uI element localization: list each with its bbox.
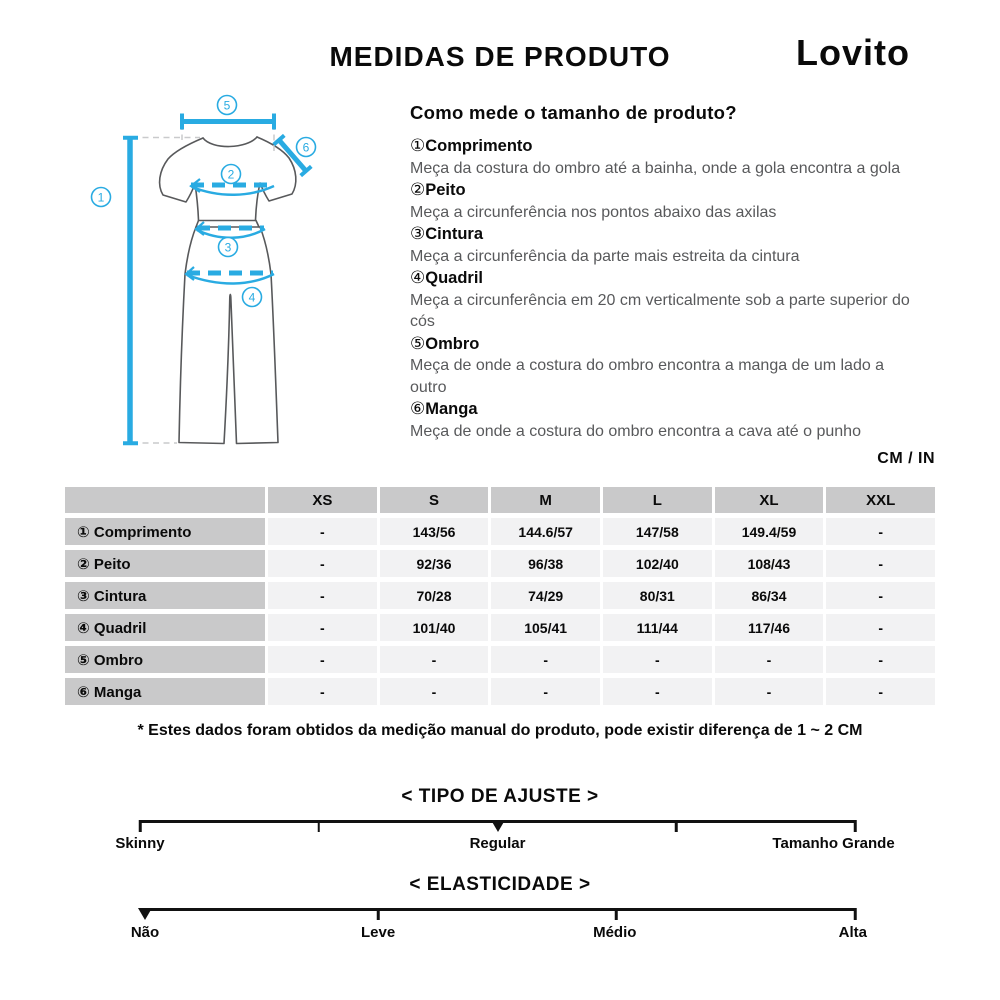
measure-guide xyxy=(410,102,970,442)
table-cell: 70/28 xyxy=(380,582,489,609)
elasticity-heading: < ELASTICIDADE > xyxy=(409,874,591,895)
fit-marker-icon xyxy=(491,820,505,832)
row-label: ⑤ Ombro xyxy=(65,646,265,673)
fit-label-regular: Regular xyxy=(469,835,526,852)
elasticity-label-alta: Alta xyxy=(838,924,868,941)
measure-term: Ombro xyxy=(425,334,480,353)
table-cell: - xyxy=(826,550,935,577)
guide-item-quadril xyxy=(410,267,970,333)
guide-dash-lines xyxy=(132,124,274,443)
column-header-xl: XL xyxy=(715,487,824,513)
table-cell: 149.4/59 xyxy=(715,518,824,545)
badge-5 xyxy=(218,96,237,115)
guide-item-ombro xyxy=(410,333,970,399)
table-cell: - xyxy=(826,518,935,545)
measure-description: Meça da costura do ombro até a bainha, onde a gola encontra a gola xyxy=(410,159,901,177)
measure-badges xyxy=(92,96,316,307)
measure-lines xyxy=(123,114,311,444)
circled-number: ⑥ xyxy=(410,399,426,418)
table-cell: - xyxy=(268,582,377,609)
fit-type-labels xyxy=(115,835,895,855)
row-label: ⑥ Manga xyxy=(65,678,265,705)
column-header-blank xyxy=(65,487,265,513)
table-cell: 102/40 xyxy=(603,550,712,577)
badge-6 xyxy=(297,138,316,157)
table-cell: - xyxy=(268,614,377,641)
table-cell: 147/58 xyxy=(603,518,712,545)
circled-number: ③ xyxy=(410,224,426,243)
table-cell: - xyxy=(380,646,489,673)
scale-tick xyxy=(615,908,618,920)
svg-text:2: 2 xyxy=(227,167,235,182)
row-label: ② Peito xyxy=(65,550,265,577)
table-cell: 92/36 xyxy=(380,550,489,577)
table-cell: 143/56 xyxy=(380,518,489,545)
column-header-xs: XS xyxy=(268,487,377,513)
guide-item-comprimento xyxy=(410,135,970,179)
table-cell: 86/34 xyxy=(715,582,824,609)
table-cell: - xyxy=(715,646,824,673)
measure-term: Comprimento xyxy=(425,137,533,155)
table-cell: - xyxy=(603,646,712,673)
circled-number: ④ xyxy=(410,268,426,287)
scale-tick xyxy=(377,908,380,920)
page-title: MEDIDAS DE PRODUTO xyxy=(329,41,671,72)
table-cell: 117/46 xyxy=(715,614,824,641)
measure-term: Quadril xyxy=(425,269,484,287)
units-label: CM / IN xyxy=(877,450,935,467)
svg-text:6: 6 xyxy=(302,140,310,155)
scale-tick xyxy=(139,820,142,832)
row-label: ① Comprimento xyxy=(65,518,265,545)
column-header-s: S xyxy=(380,487,489,513)
measure-term: Cintura xyxy=(425,225,483,243)
badge-2 xyxy=(222,165,241,184)
guide-heading: Como mede o tamanho de produto? xyxy=(410,102,737,123)
column-header-xxl: XXL xyxy=(826,487,935,513)
table-cell: 96/38 xyxy=(491,550,600,577)
circled-number: ⑤ xyxy=(410,333,426,353)
table-cell: - xyxy=(826,646,935,673)
elasticity-label-nao: Não xyxy=(130,924,160,941)
table-cell: - xyxy=(268,550,377,577)
badge-4 xyxy=(243,288,262,307)
measure-term: Peito xyxy=(425,181,466,199)
row-label: ③ Cintura xyxy=(65,582,265,609)
measure-description: Meça de onde a costura do ombro encontra a cava até o punho xyxy=(410,422,861,440)
table-cell: - xyxy=(491,646,600,673)
measure-description: Meça a circunferência em 20 cm verticalmente sob a parte superior do cós xyxy=(410,291,910,330)
guide-item-peito xyxy=(410,179,970,223)
elasticity-scale xyxy=(140,908,855,911)
svg-text:1: 1 xyxy=(97,190,105,205)
table-cell: - xyxy=(268,646,377,673)
svg-text:5: 5 xyxy=(223,98,231,113)
table-cell: - xyxy=(715,678,824,705)
elasticity-marker-icon xyxy=(138,908,152,920)
lovito-logo: Lovito xyxy=(796,32,910,73)
table-cell: 108/43 xyxy=(715,550,824,577)
table-cell: 80/31 xyxy=(603,582,712,609)
table-cell: - xyxy=(603,678,712,705)
circled-number: ① xyxy=(410,136,426,155)
garment-measurement-diagram xyxy=(60,90,400,470)
measure-description: Meça a circunferência da parte mais estreita da cintura xyxy=(410,247,800,265)
table-cell: - xyxy=(826,614,935,641)
fit-label-tamanho-grande: Tamanho Grande xyxy=(772,835,895,852)
table-cell: - xyxy=(380,678,489,705)
table-cell: - xyxy=(826,582,935,609)
measure-description: Meça a circunferência nos pontos abaixo das axilas xyxy=(410,203,777,221)
scale-tick xyxy=(854,820,857,832)
svg-text:4: 4 xyxy=(248,290,256,305)
elasticity-label-medio: Médio xyxy=(593,924,637,941)
badge-1 xyxy=(92,188,111,207)
fit-type-scale xyxy=(140,820,855,823)
badge-3 xyxy=(219,238,238,257)
circled-number: ② xyxy=(410,180,426,199)
scale-tick xyxy=(675,820,678,832)
fit-type-heading: < TIPO DE AJUSTE > xyxy=(401,786,599,807)
fit-label-skinny: Skinny xyxy=(115,835,165,852)
table-cell: - xyxy=(268,678,377,705)
measure-term: Manga xyxy=(425,400,478,418)
measure-description: Meça de onde a costura do ombro encontra a manga de um lado a outro xyxy=(410,357,885,396)
table-cell: 144.6/57 xyxy=(491,518,600,545)
table-cell: 74/29 xyxy=(491,582,600,609)
guide-item-cintura xyxy=(410,223,970,267)
table-cell: 105/41 xyxy=(491,614,600,641)
table-cell: - xyxy=(268,518,377,545)
row-label: ④ Quadril xyxy=(65,614,265,641)
svg-text:3: 3 xyxy=(224,240,232,255)
table-cell: 101/40 xyxy=(380,614,489,641)
elasticity-label-leve: Leve xyxy=(360,924,396,941)
column-header-l: L xyxy=(603,487,712,513)
table-cell: - xyxy=(491,678,600,705)
guide-item-manga xyxy=(410,398,970,442)
table-cell: 111/44 xyxy=(603,614,712,641)
measurement-note: * Estes dados foram obtidos da medição manual do produto, pode existir diferença de 1 ~ 2 CM xyxy=(137,722,863,739)
size-table xyxy=(65,487,935,705)
elasticity-labels xyxy=(130,924,868,944)
scale-tick xyxy=(854,908,857,920)
table-cell: - xyxy=(826,678,935,705)
scale-tick xyxy=(318,820,321,832)
column-header-m: M xyxy=(491,487,600,513)
